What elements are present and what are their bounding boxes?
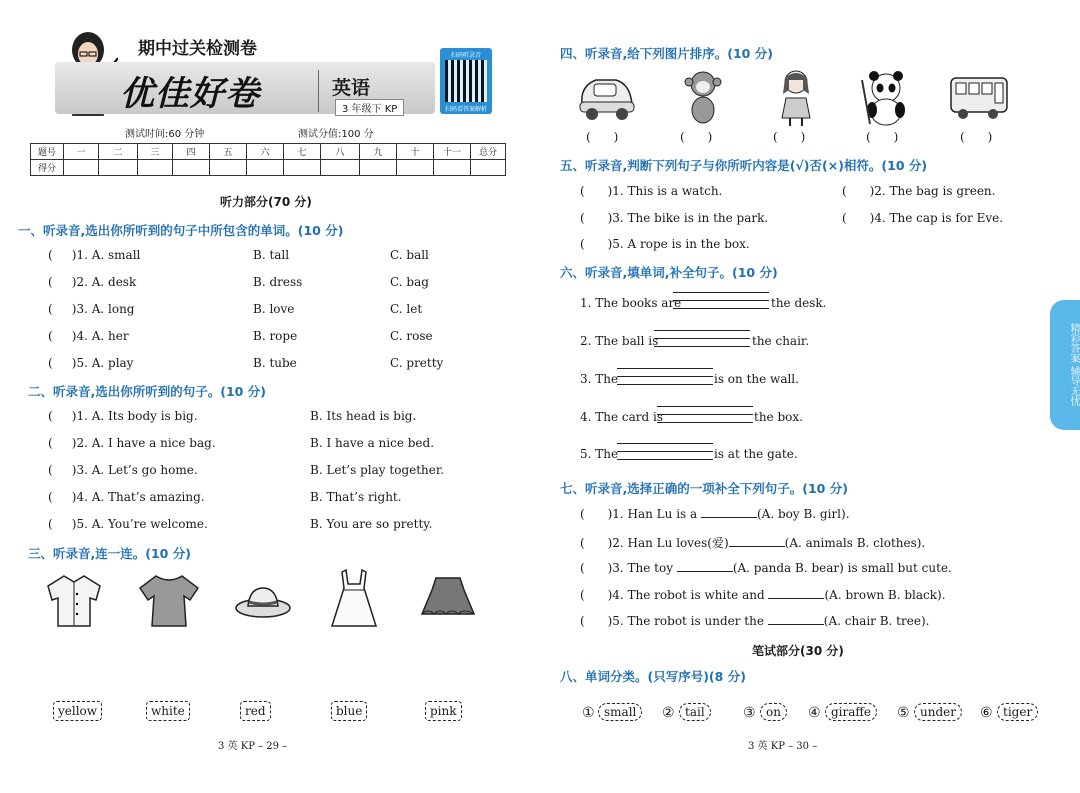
table-cell: 四 [173, 144, 210, 160]
score-cell[interactable] [210, 160, 247, 176]
dress-icon[interactable] [330, 568, 378, 630]
word-under[interactable]: under [914, 703, 962, 721]
q6-sentence-end: is at the gate. [714, 447, 798, 461]
write-lines[interactable] [617, 361, 713, 385]
listening-section-title: 听力部分(70 分) [220, 195, 312, 209]
word-small[interactable]: small [598, 703, 642, 721]
word-number: ④ [808, 705, 821, 721]
score-table-score-row [31, 160, 506, 176]
table-cell: 二 [99, 144, 138, 160]
list-item[interactable]: ( )5. A rope is in the box. [580, 237, 750, 251]
q2-option-a[interactable]: )4. A. That’s amazing. [71, 490, 205, 504]
q2-option-b[interactable]: B. You are so pretty. [310, 517, 433, 531]
write-lines[interactable] [673, 285, 769, 309]
qr-top-label: 扫码听录音 [450, 52, 481, 59]
q7-sentence-start: )5. The robot is under the [607, 614, 764, 628]
q1-option-b[interactable]: B. dress [253, 275, 303, 289]
word-giraffe[interactable]: giraffe [825, 703, 877, 721]
q7-options: (A. brown B. black). [824, 588, 946, 602]
table-cell: 得分 [31, 160, 64, 176]
q4-title: 四、听录音,给下列图片排序。(10 分) [560, 46, 773, 61]
list-item[interactable]: ( )1. This is a watch. [580, 184, 723, 198]
q7-sentence-start: )4. The robot is white and [607, 588, 765, 602]
car-icon[interactable] [576, 70, 636, 122]
q1-option-a[interactable]: )4. A. her [71, 329, 129, 343]
score-cell[interactable] [471, 160, 506, 176]
word-pink[interactable]: pink [425, 701, 462, 721]
q2-title: 二、听录音,选出你所听到的句子。(10 分) [28, 384, 266, 399]
score-cell[interactable] [173, 160, 210, 176]
list-item[interactable]: ( )4. The cap is for Eve. [842, 211, 1004, 225]
q1-option-c[interactable]: C. bag [390, 275, 429, 289]
q6-sentence-end: the desk. [771, 296, 827, 310]
panda-icon[interactable] [858, 70, 912, 126]
word-number: ② [662, 705, 675, 721]
monkey-icon[interactable] [680, 68, 726, 126]
table-cell: 一 [64, 144, 99, 160]
table-cell: 十一 [434, 144, 471, 160]
banner-divider [318, 70, 319, 112]
list-item: ( )3. A. long [48, 302, 135, 316]
q2-option-a[interactable]: )5. A. You’re welcome. [71, 517, 208, 531]
answer-blank[interactable] [677, 561, 733, 572]
word-white[interactable]: white [146, 701, 190, 721]
q6-sentence-start: 5. The [580, 447, 619, 461]
list-item: ( )4. A. her [48, 329, 129, 343]
q1-title: 一、听录音,选出你所听到的句子中所包含的单词。(10 分) [18, 223, 344, 238]
score-table-header-row [31, 144, 506, 160]
word-number: ③ [743, 705, 756, 721]
q1-option-a[interactable]: )3. A. long [71, 302, 135, 316]
list-item: ( )5. The robot is under the (A. chair B. tree). [580, 614, 930, 628]
q1-option-b[interactable]: B. rope [253, 329, 298, 343]
q1-option-a[interactable]: )5. A. play [71, 356, 134, 370]
table-cell: 八 [321, 144, 360, 160]
list-item: ( )2. Han Lu loves(爱) (A. animals B. clothes). [580, 536, 926, 550]
list-item: ( )3. The toy (A. panda B. bear) is small but cute. [580, 561, 952, 575]
qr-pattern-icon [445, 60, 487, 102]
score-table [30, 143, 506, 176]
q2-option-b[interactable]: B. I have a nice bed. [310, 436, 435, 450]
list-item: ( )4. The robot is white and (A. brown B. black). [580, 588, 946, 602]
word-blue[interactable]: blue [331, 701, 367, 721]
exam-title: 期中过关检测卷 [138, 39, 257, 59]
answer-blank[interactable] [729, 536, 785, 547]
answer-side-tab[interactable]: 精彩答案 辅导无忧 [1050, 300, 1080, 430]
q7-sentence-start: )1. Han Lu is a [607, 507, 698, 521]
answer-blank[interactable] [701, 507, 757, 518]
q6-sentence-end: the chair. [752, 334, 810, 348]
score-cell[interactable] [64, 160, 99, 176]
word-red[interactable]: red [240, 701, 271, 721]
score-cell[interactable] [247, 160, 284, 176]
q1-option-b[interactable]: B. tall [253, 248, 290, 262]
word-number: ① [582, 705, 595, 721]
girl-doll-icon[interactable] [776, 68, 816, 128]
page-footer-left: 3 英 KP – 29 – [218, 741, 288, 752]
q6-sentence-start: 1. The books are [580, 296, 682, 310]
q7-options: (A. animals B. clothes). [784, 536, 926, 550]
q2-option-b[interactable]: B. That’s right. [310, 490, 402, 504]
write-lines[interactable] [657, 399, 753, 423]
qr-bottom-label: 扫码看答案解析 [444, 106, 487, 113]
table-cell: 三 [138, 144, 173, 160]
q1-option-b[interactable]: B. love [253, 302, 295, 316]
q2-option-a[interactable]: )1. A. Its body is big. [71, 409, 198, 423]
answer-paren[interactable]: ( ) [960, 130, 993, 144]
score-cell[interactable] [360, 160, 397, 176]
word-on[interactable]: on [760, 703, 787, 721]
q6-sentence-start: 4. The card is [580, 410, 664, 424]
q7-options: (A. chair B. tree). [823, 614, 930, 628]
list-item: ( )4. A. That’s amazing. [48, 490, 205, 504]
hat-icon[interactable] [234, 584, 292, 620]
q1-option-a[interactable]: )1. A. small [71, 248, 141, 262]
write-lines[interactable] [617, 436, 713, 460]
q1-option-c[interactable]: C. pretty [390, 356, 444, 370]
q8-title: 八、单词分类。(只写序号)(8 分) [560, 669, 746, 684]
list-item: ( )1. A. Its body is big. [48, 409, 198, 423]
list-item: ( )5. A. You’re welcome. [48, 517, 208, 531]
table-cell: 六 [247, 144, 284, 160]
q1-option-b[interactable]: B. tube [253, 356, 297, 370]
write-lines[interactable] [654, 323, 750, 347]
grade-label: 3 年级下 KP [335, 99, 404, 116]
answer-paren[interactable]: ( ) [586, 130, 619, 144]
table-cell: 十 [397, 144, 434, 160]
table-cell: 七 [284, 144, 321, 160]
q1-option-c[interactable]: C. let [390, 302, 423, 316]
q5-title: 五、听录音,判断下列句子与你所听内容是(√)否(×)相符。(10 分) [560, 158, 928, 173]
answer-blank[interactable] [768, 614, 824, 625]
list-item[interactable]: ( )2. The bag is green. [842, 184, 996, 198]
q5-sentence: )3. The bike is in the park. [607, 211, 769, 225]
q2-option-a[interactable]: )2. A. I have a nice bag. [71, 436, 216, 450]
answer-blank[interactable] [768, 588, 824, 599]
q2-option-b[interactable]: B. Its head is big. [310, 409, 417, 423]
list-item: ( )1. Han Lu is a (A. boy B. girl). [580, 507, 850, 521]
q6-sentence-start: 3. The [580, 372, 619, 386]
word-tiger[interactable]: tiger [997, 703, 1038, 721]
skirt-icon[interactable] [420, 574, 476, 620]
score-cell[interactable] [138, 160, 173, 176]
qr-code[interactable] [440, 48, 492, 114]
word-number: ⑥ [980, 705, 993, 721]
list-item: ( )1. A. small [48, 248, 141, 262]
table-cell: 五 [210, 144, 247, 160]
list-item: ( )2. A. desk [48, 275, 137, 289]
q7-options: (A. panda B. bear) is small but cute. [732, 561, 952, 575]
table-cell: 九 [360, 144, 397, 160]
table-cell: 题号 [31, 144, 64, 160]
score-cell[interactable] [434, 160, 471, 176]
q1-option-a[interactable]: )2. A. desk [71, 275, 137, 289]
q7-title: 七、听录音,选择正确的一项补全下列句子。(10 分) [560, 481, 848, 496]
t-shirt-icon[interactable] [138, 572, 200, 628]
q2-option-a[interactable]: )3. A. Let’s go home. [71, 463, 198, 477]
table-cell: 总分 [471, 144, 506, 160]
score-cell[interactable] [99, 160, 138, 176]
q6-sentence-end: is on the wall. [714, 372, 799, 386]
q6-sentence-start: 2. The ball is [580, 334, 659, 348]
answer-paren[interactable]: ( ) [680, 130, 713, 144]
writing-section-title: 笔试部分(30 分) [752, 644, 844, 658]
q7-sentence-start: )2. Han Lu loves(爱) [607, 536, 729, 550]
q7-options: (A. boy B. girl). [757, 507, 850, 521]
q5-sentence: )4. The cap is for Eve. [869, 211, 1004, 225]
q5-sentence: )1. This is a watch. [607, 184, 723, 198]
page-footer-right: 3 英 KP – 30 – [748, 741, 818, 752]
q3-title: 三、听录音,连一连。(10 分) [28, 546, 191, 561]
test-score: 测试分值:100 分 [298, 129, 374, 140]
answer-paren[interactable]: ( ) [773, 130, 806, 144]
shirt-icon[interactable] [44, 572, 104, 628]
score-cell[interactable] [321, 160, 360, 176]
q7-sentence-start: )3. The toy [607, 561, 673, 575]
q2-option-b[interactable]: B. Let’s play together. [310, 463, 445, 477]
answer-paren[interactable]: ( ) [866, 130, 899, 144]
right-page [540, 0, 1080, 793]
bus-icon[interactable] [948, 74, 1010, 120]
subject-label: 英语 [332, 77, 371, 99]
list-item[interactable]: ( )3. The bike is in the park. [580, 211, 769, 225]
q6-title: 六、听录音,填单词,补全句子。(10 分) [560, 265, 778, 280]
q1-option-c[interactable]: C. ball [390, 248, 429, 262]
test-time: 测试时间:60 分钟 [125, 129, 205, 140]
list-item: ( )2. A. I have a nice bag. [48, 436, 216, 450]
brand-logo: 优佳好卷 [120, 74, 260, 114]
q1-option-c[interactable]: C. rose [390, 329, 433, 343]
word-tail[interactable]: tail [679, 703, 711, 721]
word-number: ⑤ [897, 705, 910, 721]
q5-sentence: )2. The bag is green. [869, 184, 996, 198]
score-cell[interactable] [284, 160, 321, 176]
word-yellow[interactable]: yellow [53, 701, 102, 721]
score-cell[interactable] [397, 160, 434, 176]
list-item: ( )3. A. Let’s go home. [48, 463, 198, 477]
q5-sentence: )5. A rope is in the box. [607, 237, 750, 251]
list-item: ( )5. A. play [48, 356, 134, 370]
q6-sentence-end: the box. [754, 410, 803, 424]
